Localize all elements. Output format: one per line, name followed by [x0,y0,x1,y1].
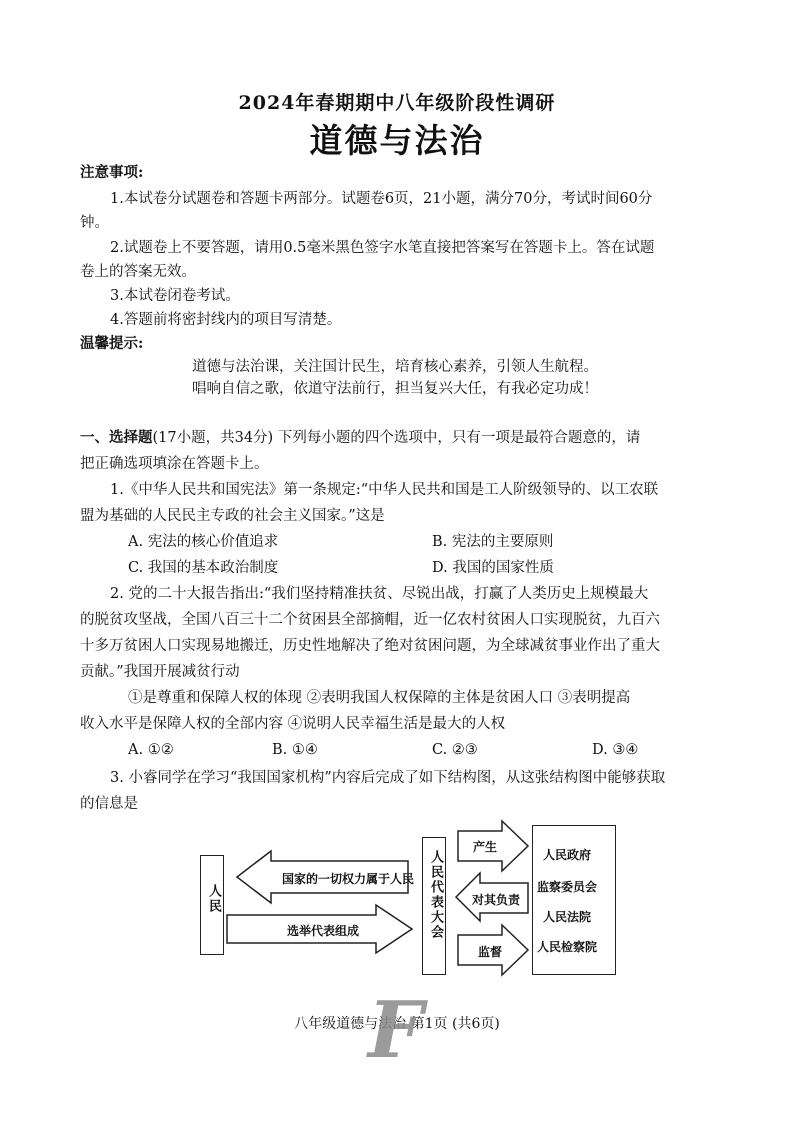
state-organs-box [532,825,616,975]
tips-title: 温馨提示: [80,335,144,352]
structure-diagram [190,815,630,985]
q2-option-c: C. ②③ [432,742,478,758]
people-label: 人民 [206,884,221,914]
q3-stem: 3. 小睿同学在学习“我国国家机构”内容后完成了如下结构图，从这张结构图中能够获取 [110,770,666,786]
q1-option-d: D. 我国的国家性质 [432,560,554,576]
congress-box [422,837,446,975]
q1-option-b: B. 宪法的主要原则 [432,534,554,550]
notice-line: 4.答题前将密封线内的项目写清楚。 [110,312,342,328]
produce-label: 产生 [473,840,498,854]
arrow-top-label: 国家的一切权力属于人民 [282,872,415,886]
congress-label: 人民代表大会 [428,850,443,940]
q2-stem: 十多万贫困人口实现易地搬迁，历史性地解决了绝对贫困问题，为全球减贫事业作出了重大 [80,638,660,654]
q2-stem: 的脱贫攻坚战，全国八百三十二个贫困县全部摘帽，近一亿农村贫困人口实现脱贫，九百六 [80,612,660,628]
people-box [200,855,224,955]
notice-line: 3.本试卷闭卷考试。 [110,288,240,304]
section-line: 把正确选项填涂在答题卡上。 [80,456,269,472]
responsible-label: 对其负责 [472,893,521,907]
notice-line: 1.本试卷分试题卷和答题卡两部分。试题卷6页，21小题，满分70分，考试时间60分 [110,191,653,207]
notice-line: 2.试题卷上不要答题，请用0.5毫米黑色签字水笔直接把答案写在答题卡上。答在试题 [110,240,655,256]
section-title: 一、选择题 [80,429,153,446]
organ-label: 人民检察院 [537,940,598,954]
q1-stem: 盟为基础的人民民主专政的社会主义国家。”这是 [80,508,385,524]
subject-title: 道德与法治 [309,121,485,160]
tips-line: 唱响自信之歌，依道守法前行，担当复兴大任，有我必定功成！ [192,381,598,397]
q1-option-a: A. 宪法的核心价值追求 [128,534,279,550]
q2-option-d: D. ③④ [592,742,639,758]
q2-statements: ①是尊重和保障人权的体现 ②表明我国人权保障的主体是贫困人口 ③表明提高 [128,690,631,706]
organ-label: 人民政府 [543,848,592,862]
q2-option-b: B. ①④ [272,742,318,758]
notice-line: 钟。 [80,215,109,231]
q2-stem: 贡献。”我国开展减贫行动 [80,664,240,680]
q3-stem: 的信息是 [80,796,138,812]
notice-line: 卷上的答案无效。 [80,264,196,280]
arrow-bottom-label: 选举代表组成 [287,924,360,938]
notice-title: 注意事项: [80,164,144,181]
q2-option-a: A. ①② [128,742,174,758]
q2-stem: 2. 党的二十大报告指出:“我们坚持精准扶贫、尽锐出战，打赢了人类历史上规模最大 [110,586,649,602]
q2-statements: 收入水平是保障人权的全部内容 ④说明人民幸福生活是最大的人权 [80,716,506,732]
organ-label: 监察委员会 [537,880,598,894]
exam-title: 2024年春期期中八年级阶段性调研 [238,92,556,114]
organ-label: 人民法院 [543,910,592,924]
section-heading [80,425,640,451]
q1-stem: 1.《中华人民共和国宪法》第一条规定:“中华人民共和国是工人阶级领导的、以工农联 [110,482,659,498]
page-footer: 八年级道德与法治 第1页 (共6页) [294,1016,500,1032]
tips-line: 道德与法治课，关注国计民生，培育核心素养，引领人生航程。 [192,359,598,375]
supervise-label: 监督 [478,945,503,959]
watermark-letter: F [368,985,424,1076]
section-instructions: (17小题，共34分) 下列每小题的四个选项中，只有一项是最符合题意的，请 [152,430,641,446]
q1-option-c: C. 我国的基本政治制度 [128,560,279,576]
